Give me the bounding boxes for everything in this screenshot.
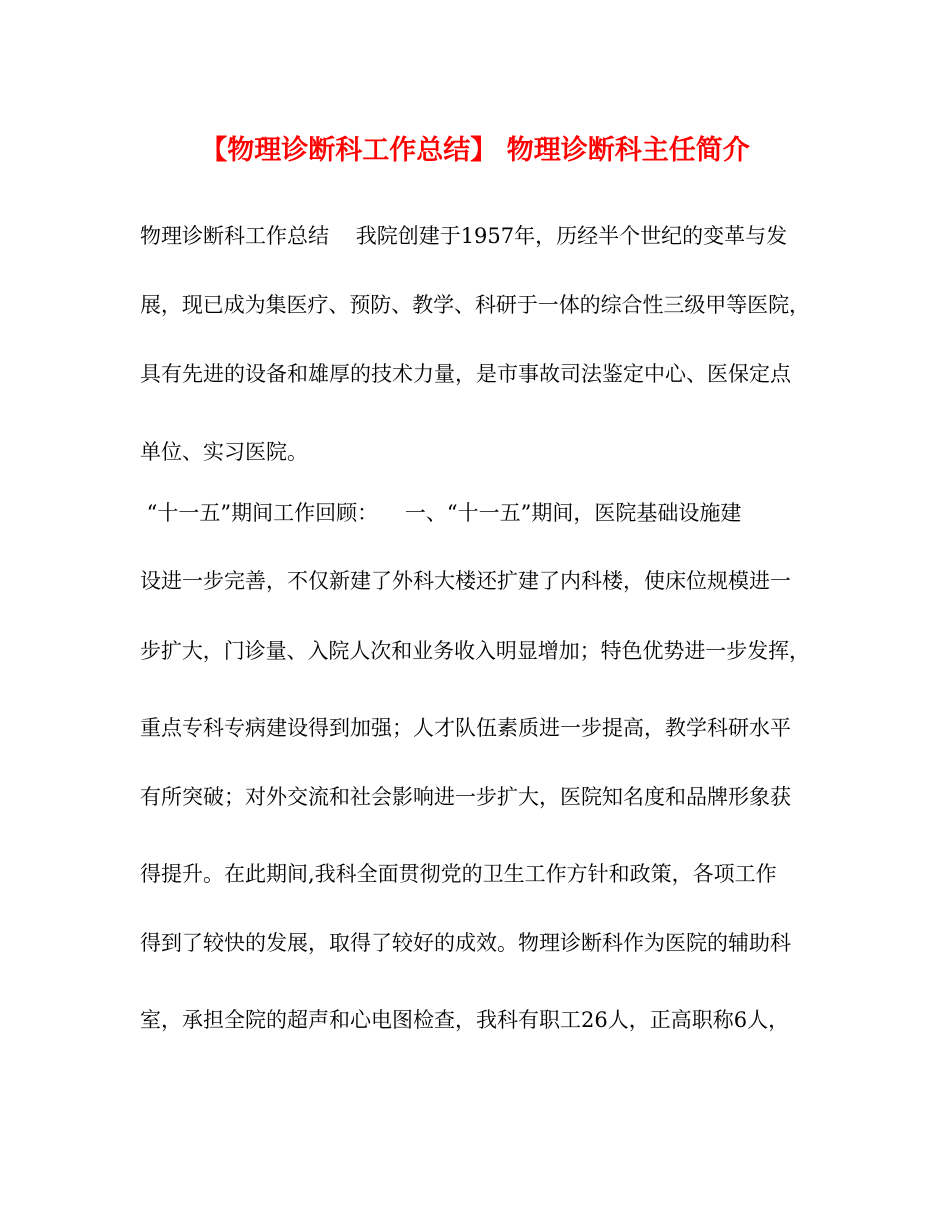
body-line: 步扩大，门诊量、入院人次和业务收入明显增加；特色优势进一步发挥， [140, 639, 810, 663]
body-line: 得提升。在此期间,我科全面贯彻党的卫生工作方针和政策，各项工作 [140, 862, 777, 886]
body-line: 具有先进的设备和雄厚的技术力量，是市事故司法鉴定中心、医保定点 [140, 362, 791, 386]
body-line: 室，承担全院的超声和心电图检查，我科有职工26人，正高职称6人， [140, 1008, 790, 1032]
body-line: 有所突破；对外交流和社会影响进一步扩大，医院知名度和品牌形象获 [140, 785, 791, 809]
document-title: 【物理诊断科工作总结】 物理诊断科主任简介 [200, 135, 750, 166]
body-line: 展，现已成为集医疗、预防、教学、科研于一体的综合性三级甲等医院， [140, 293, 810, 317]
body-line: 设进一步完善，不仅新建了外科大楼还扩建了内科楼，使床位规模进一 [140, 569, 791, 593]
body-line: 物理诊断科工作总结 我院创建于1957年，历经半个世纪的变革与发 [140, 224, 788, 248]
body-line: “十一五”期间工作回顾： 一、“十一五”期间，医院基础设施建 [140, 501, 742, 525]
body-line: 重点专科专病建设得到加强；人才队伍素质进一步提高，教学科研水平 [140, 716, 791, 740]
body-line: 得到了较快的发展，取得了较好的成效。物理诊断科作为医院的辅助科 [140, 931, 791, 955]
body-line: 单位、实习医院。 [140, 440, 308, 464]
